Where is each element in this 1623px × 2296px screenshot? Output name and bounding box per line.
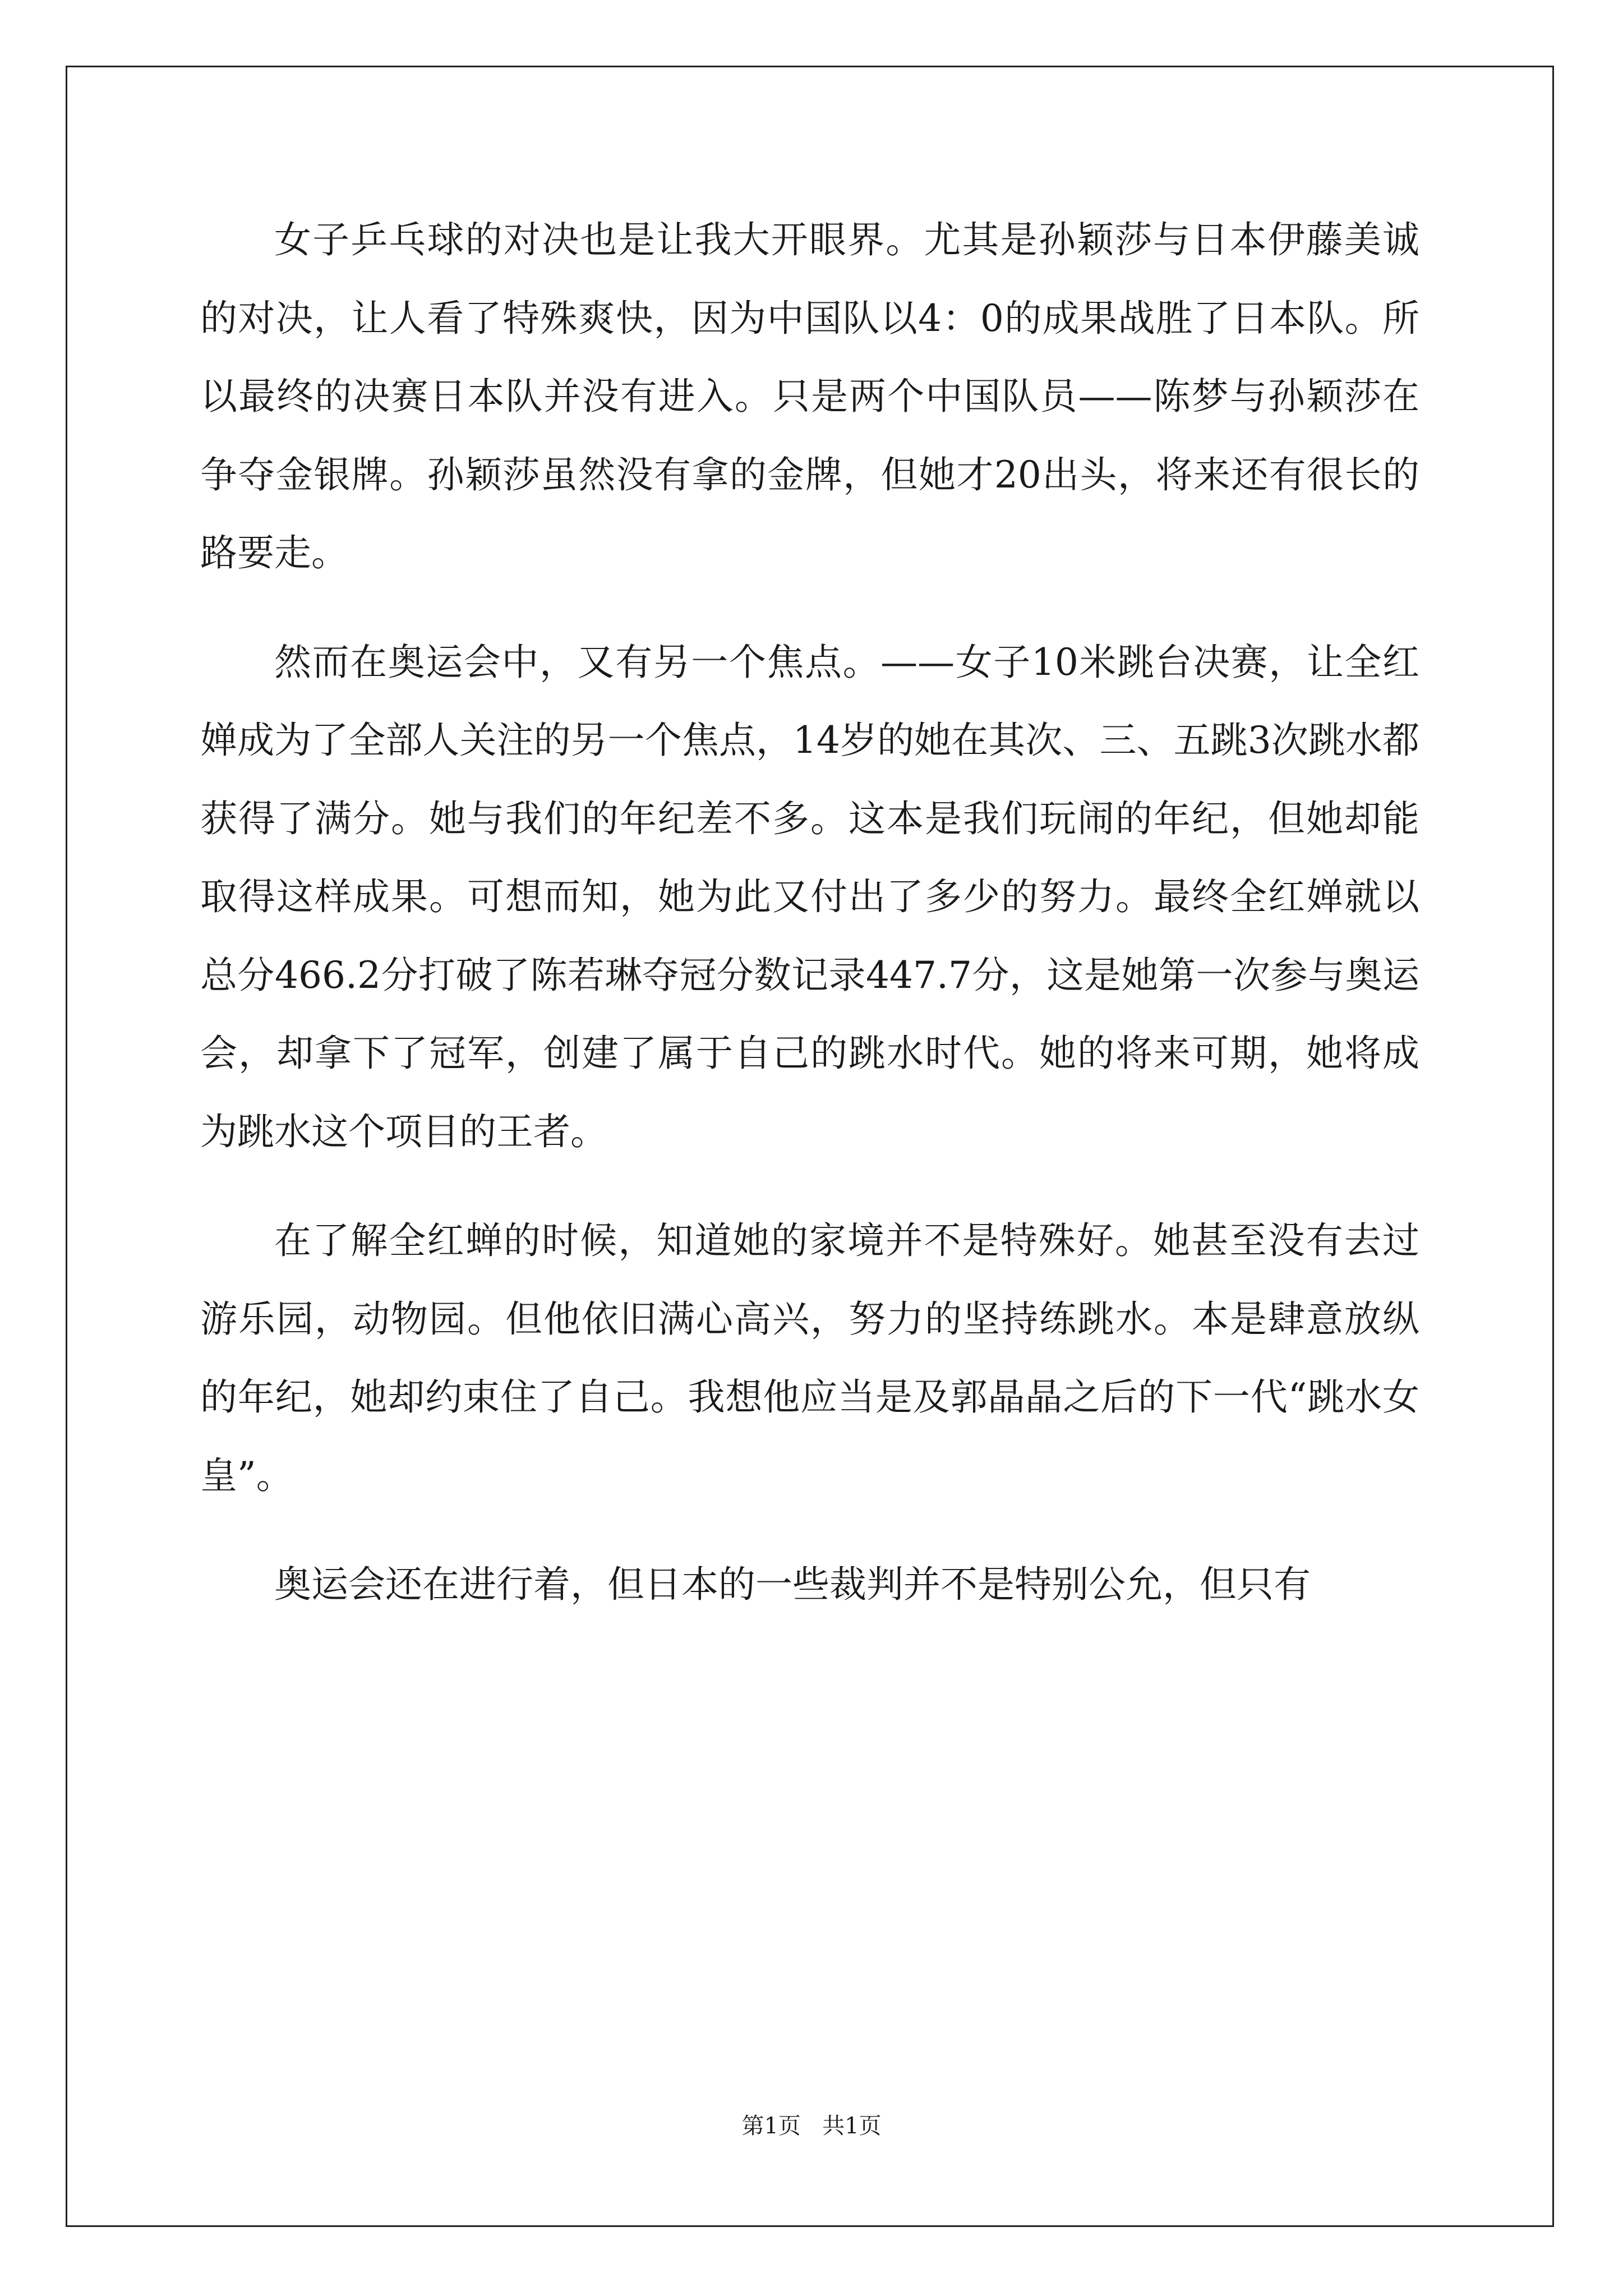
document-body (200, 201, 1419, 1624)
page-number: 第1页 (741, 2113, 801, 2139)
paragraph-4: 奥运会还在进行着，但日本的一些裁判并不是特别公允，但只有 (274, 1563, 1311, 1606)
page-total: 共1页 (822, 2113, 882, 2139)
paragraph-1: 女子乒乓球的对决也是让我大开眼界。尤其是孙颖莎与日本伊藤美诚的对决，让人看了特殊爽快，因为中国队以4：0的成果战胜了日本队。所以最终的决赛日本队并没有进入。只是两个中国队员——陈梦与孙颖莎在争夺金银牌。孙颖莎虽然没有拿的金牌，但她才20出头，将来还有很长的路要走。 (200, 218, 1419, 574)
paragraph-3: 在了解全红蝉的时候，知道她的家境并不是特殊好。她甚至没有去过游乐园，动物园。但他依旧满心高兴，努力的坚持练跳水。本是肆意放纵的年纪，她却约束住了自己。我想他应当是及郭晶晶之后的下一代“跳水女皇”。 (200, 1219, 1419, 1497)
paragraph-2: 然而在奥运会中，又有另一个焦点。——女子10米跳台决赛，让全红婵成为了全部人关注的另一个焦点，14岁的她在其次、三、五跳3次跳水都获得了满分。她与我们的年纪差不多。这本是我们玩闹的年纪，但她却能取得这样成果。可想而知，她为此又付出了多少的努力。最终全红婵就以总分466.2分打破了陈若琳夺冠分数记录447.7分，这是她第一次参与奥运会，却拿下了冠军，创建了属于自己的跳水时代。她的将来可期，她将成为跳水这个项目的王者。 (200, 640, 1419, 1153)
page-footer (0, 2109, 1623, 2143)
